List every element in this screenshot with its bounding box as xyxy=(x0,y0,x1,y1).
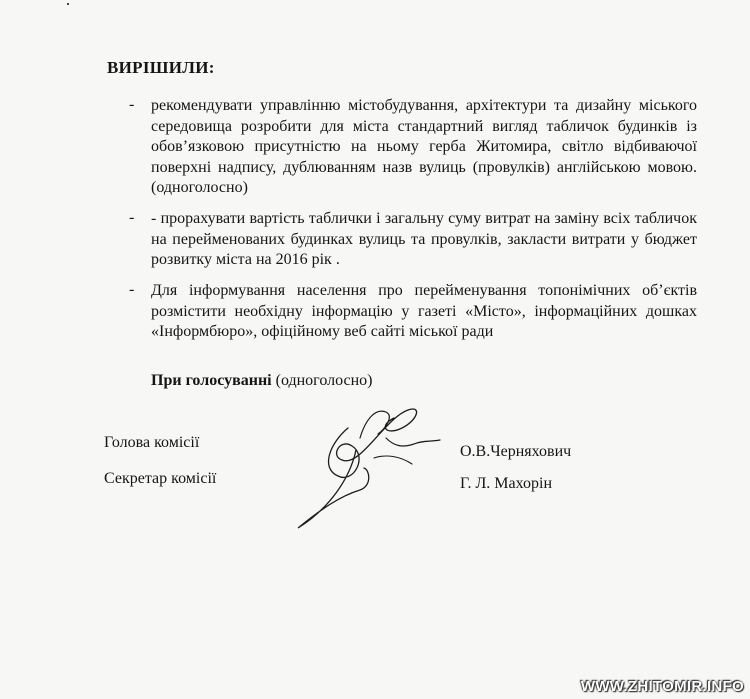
list-marker: - xyxy=(129,281,135,298)
vote-label: При голосуванні xyxy=(151,372,272,389)
vote-result: (одноголосно) xyxy=(275,372,373,389)
vote-line xyxy=(151,372,373,390)
list-marker: - xyxy=(129,209,135,226)
chair-name: О.В.Черняхович xyxy=(460,443,572,460)
decision-item-text: рекомендувати управлінню містобудування, архітектури та дизайну міського середовища розробити для міста стандартний вигляд табличок будинків із обов’язковою присутністю на ньому герба Житомира, світло відбиваючої поверхні надпису, дублюванням назв вулиць (провулків) англійською мовою. (одноголосно) xyxy=(151,97,697,196)
scan-speck xyxy=(67,3,69,5)
decision-item-text: - прорахувати вартість таблички і загальну суму витрат на заміну всіх табличок на перейменованих будинках вулиць та провулків, закласти витрати у бюджет розвитку міста на 2016 рік . xyxy=(151,210,697,268)
secretary-name: Г. Л. Махорін xyxy=(460,475,553,492)
handwritten-signature xyxy=(290,398,450,538)
chair-role: Голова комісії xyxy=(104,434,200,451)
decision-heading: ВИРІШИЛИ: xyxy=(107,58,215,77)
site-watermark: WWW.ZHITOMIR.INFO xyxy=(580,678,744,695)
secretary-role: Секретар комісії xyxy=(104,470,217,487)
decision-item-text: Для інформування населення про перейменування топонімічних об’єктів розмістити необхідну інформацію у газеті «Місто», інформаційних дошках «Інформбюро», офіційному веб сайті міської ради xyxy=(151,282,697,340)
list-marker: - xyxy=(129,96,135,113)
